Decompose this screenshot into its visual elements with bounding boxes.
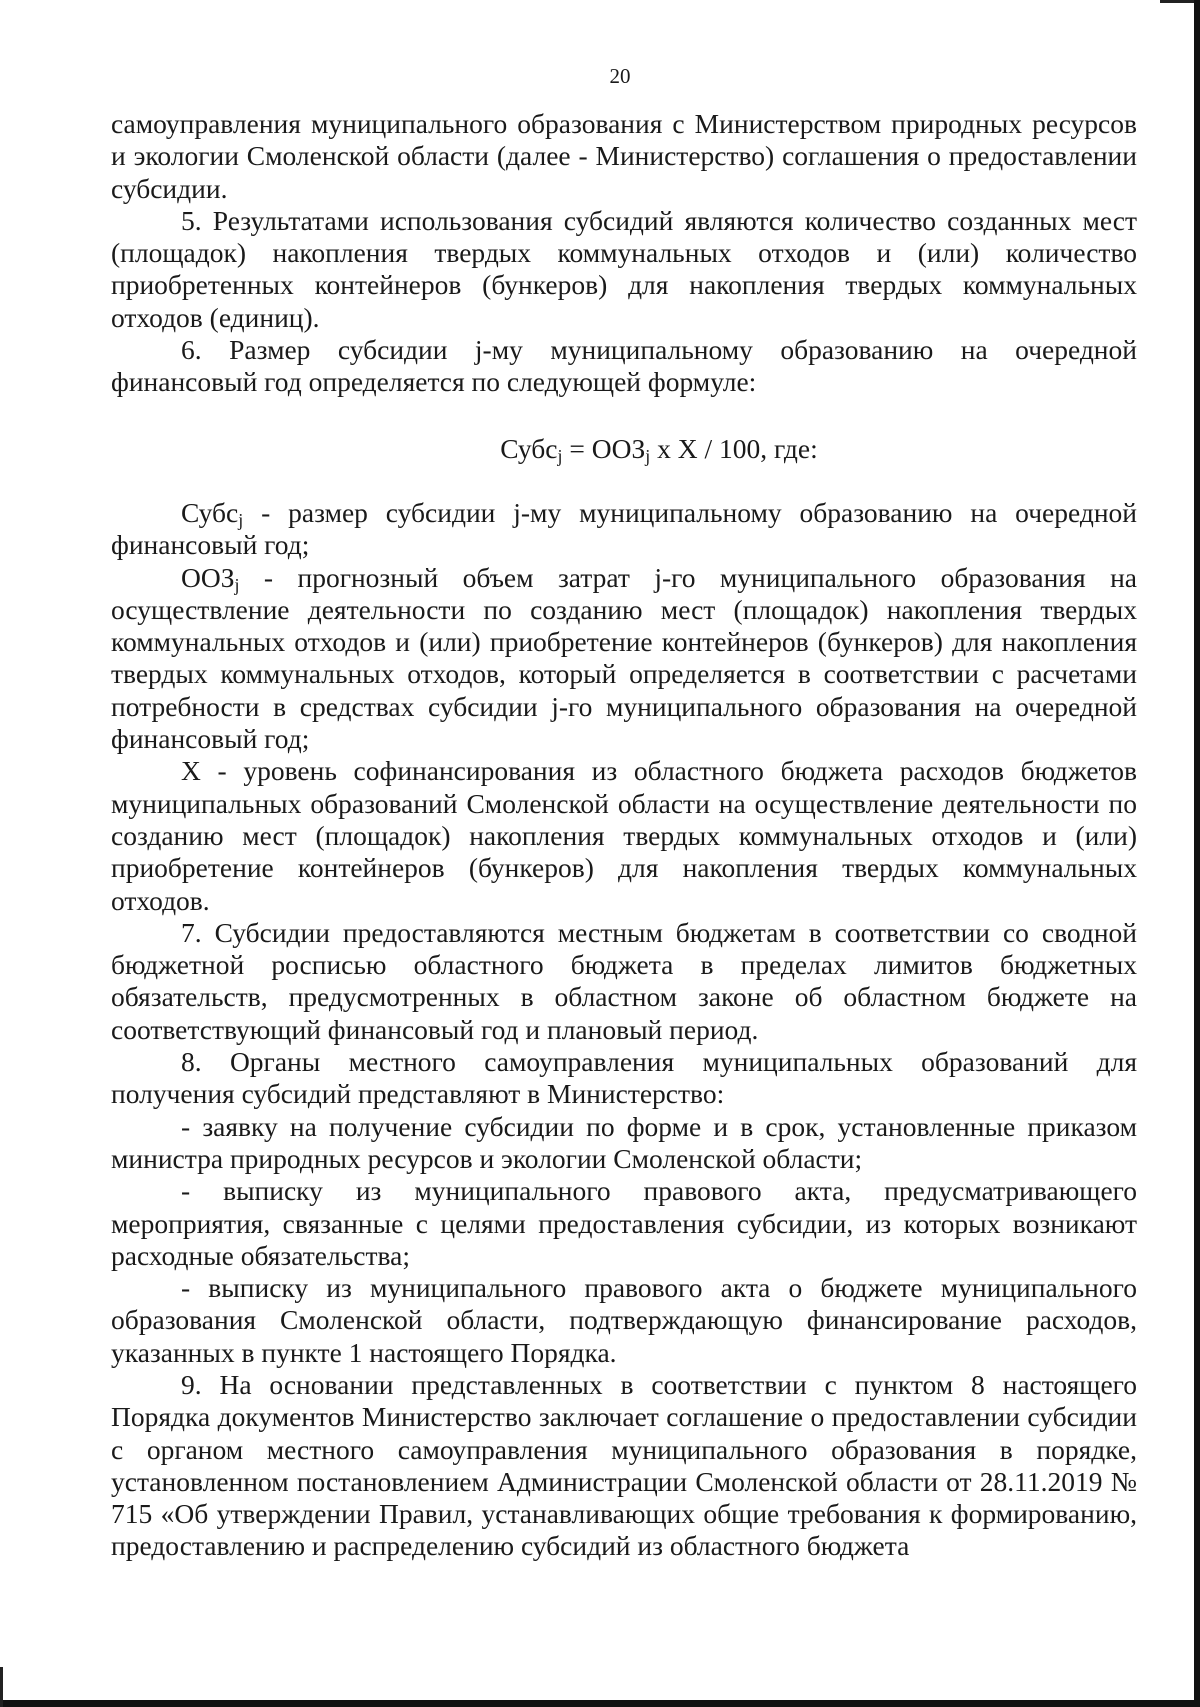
list-item-budget-extract: - выписку из муниципального правового акта о бюджете муниципального образования Смоленской области, подтверждающую финансирование расходов, указанных в пункте 1 настоящего Порядка. [111,1272,1137,1368]
scan-border-bottom [0,1700,1200,1707]
formula [111,433,1137,465]
paragraph-8: 8. Органы местного самоуправления муниципальных образований для получения субсидий представляют в Министерство: [111,1046,1137,1110]
definition-text: - прогнозный объем затрат j-го муниципального образования на осуществление деятельности по созданию мест (площадок) накопления твердых коммунальных отходов и (или) приобретение контейнеров (бункеров) для накопления твердых коммунальных отходов, который определяется в соответствии с расчетами потребности в средствах субсидии j-го муниципального образования на очередной финансовый год; [111,561,1137,755]
scan-border-left-bottom [0,1667,3,1707]
page-number: 20 [609,64,631,88]
list-item-application: - заявку на получение субсидии по форме и в срок, установленные приказом министра природных ресурсов и экологии Смоленской области; [111,1110,1137,1174]
formula-equals-ooz: = ООЗ [562,432,646,464]
paragraph-5: 5. Результатами использования субсидий являются количество созданных мест (площадок) накопления твердых коммунальных отходов и (или) количество приобретенных контейнеров (бункеров) для накопления твердых коммунальных отходов (единиц). [111,204,1137,333]
definition-x [111,755,1137,916]
definition-term: ООЗ [181,561,235,593]
definition-term: X [181,755,201,787]
paragraph-continuation: самоуправления муниципального образования с Министерством природных ресурсов и экологии Смоленской области (далее - Министерство) соглашения о предоставлении субсидии. [111,108,1137,204]
definition-text: - уровень софинансирования из областного бюджета расходов бюджетов муниципальных образований Смоленской области на осуществление деятельности по созданию мест (площадок) накопления твердых коммунальных отходов и (или) приобретение контейнеров (бункеров) для накопления твердых коммунальных отходов. [111,755,1137,916]
paragraph-6: 6. Размер субсидии j-му муниципальному образованию на очередной финансовый год определяется по следующей формуле: [111,334,1137,398]
definition-term-subscript: j [238,509,244,530]
formula-rest: x X / 100, где: [650,432,818,464]
paragraph-9: 9. На основании представленных в соответствии с пунктом 8 настоящего Порядка документов Министерство заключает соглашение о предоставлении субсидии с органом местного самоуправления муниципального образования в порядке, установленном постановлением Администрации Смоленской области от 28.11.2019 № 715 «Об утверждении Правил, устанавливающих общие требования к формированию, предоставлению и распределению субсидий из областного бюджета [111,1368,1137,1562]
formula-lhs: Субс [500,432,558,464]
formula-ooz-subscript: j [645,445,651,466]
definition-ooz [111,562,1137,756]
formula-lhs-subscript: j [557,445,563,466]
paragraph-7: 7. Субсидии предоставляются местным бюджетам в соответствии со сводной бюджетной росписью областного бюджета в пределах лимитов бюджетных обязательств, предусмотренных в областном законе об областном бюджете на соответствующий финансовый год и плановый период. [111,916,1137,1045]
definition-subs [111,497,1137,562]
scan-border-right [1194,0,1200,1707]
list-item-act-extract: - выписку из муниципального правового акта, предусматривающего мероприятия, связанные с целями предоставления субсидии, из которых возникают расходные обязательства; [111,1175,1137,1271]
definition-term-subscript: j [234,574,240,595]
document-body [111,108,1137,1563]
definition-term: Субс [181,496,239,528]
definition-text: - размер субсидии j-му муниципальному образованию на очередной финансовый год; [111,496,1137,561]
